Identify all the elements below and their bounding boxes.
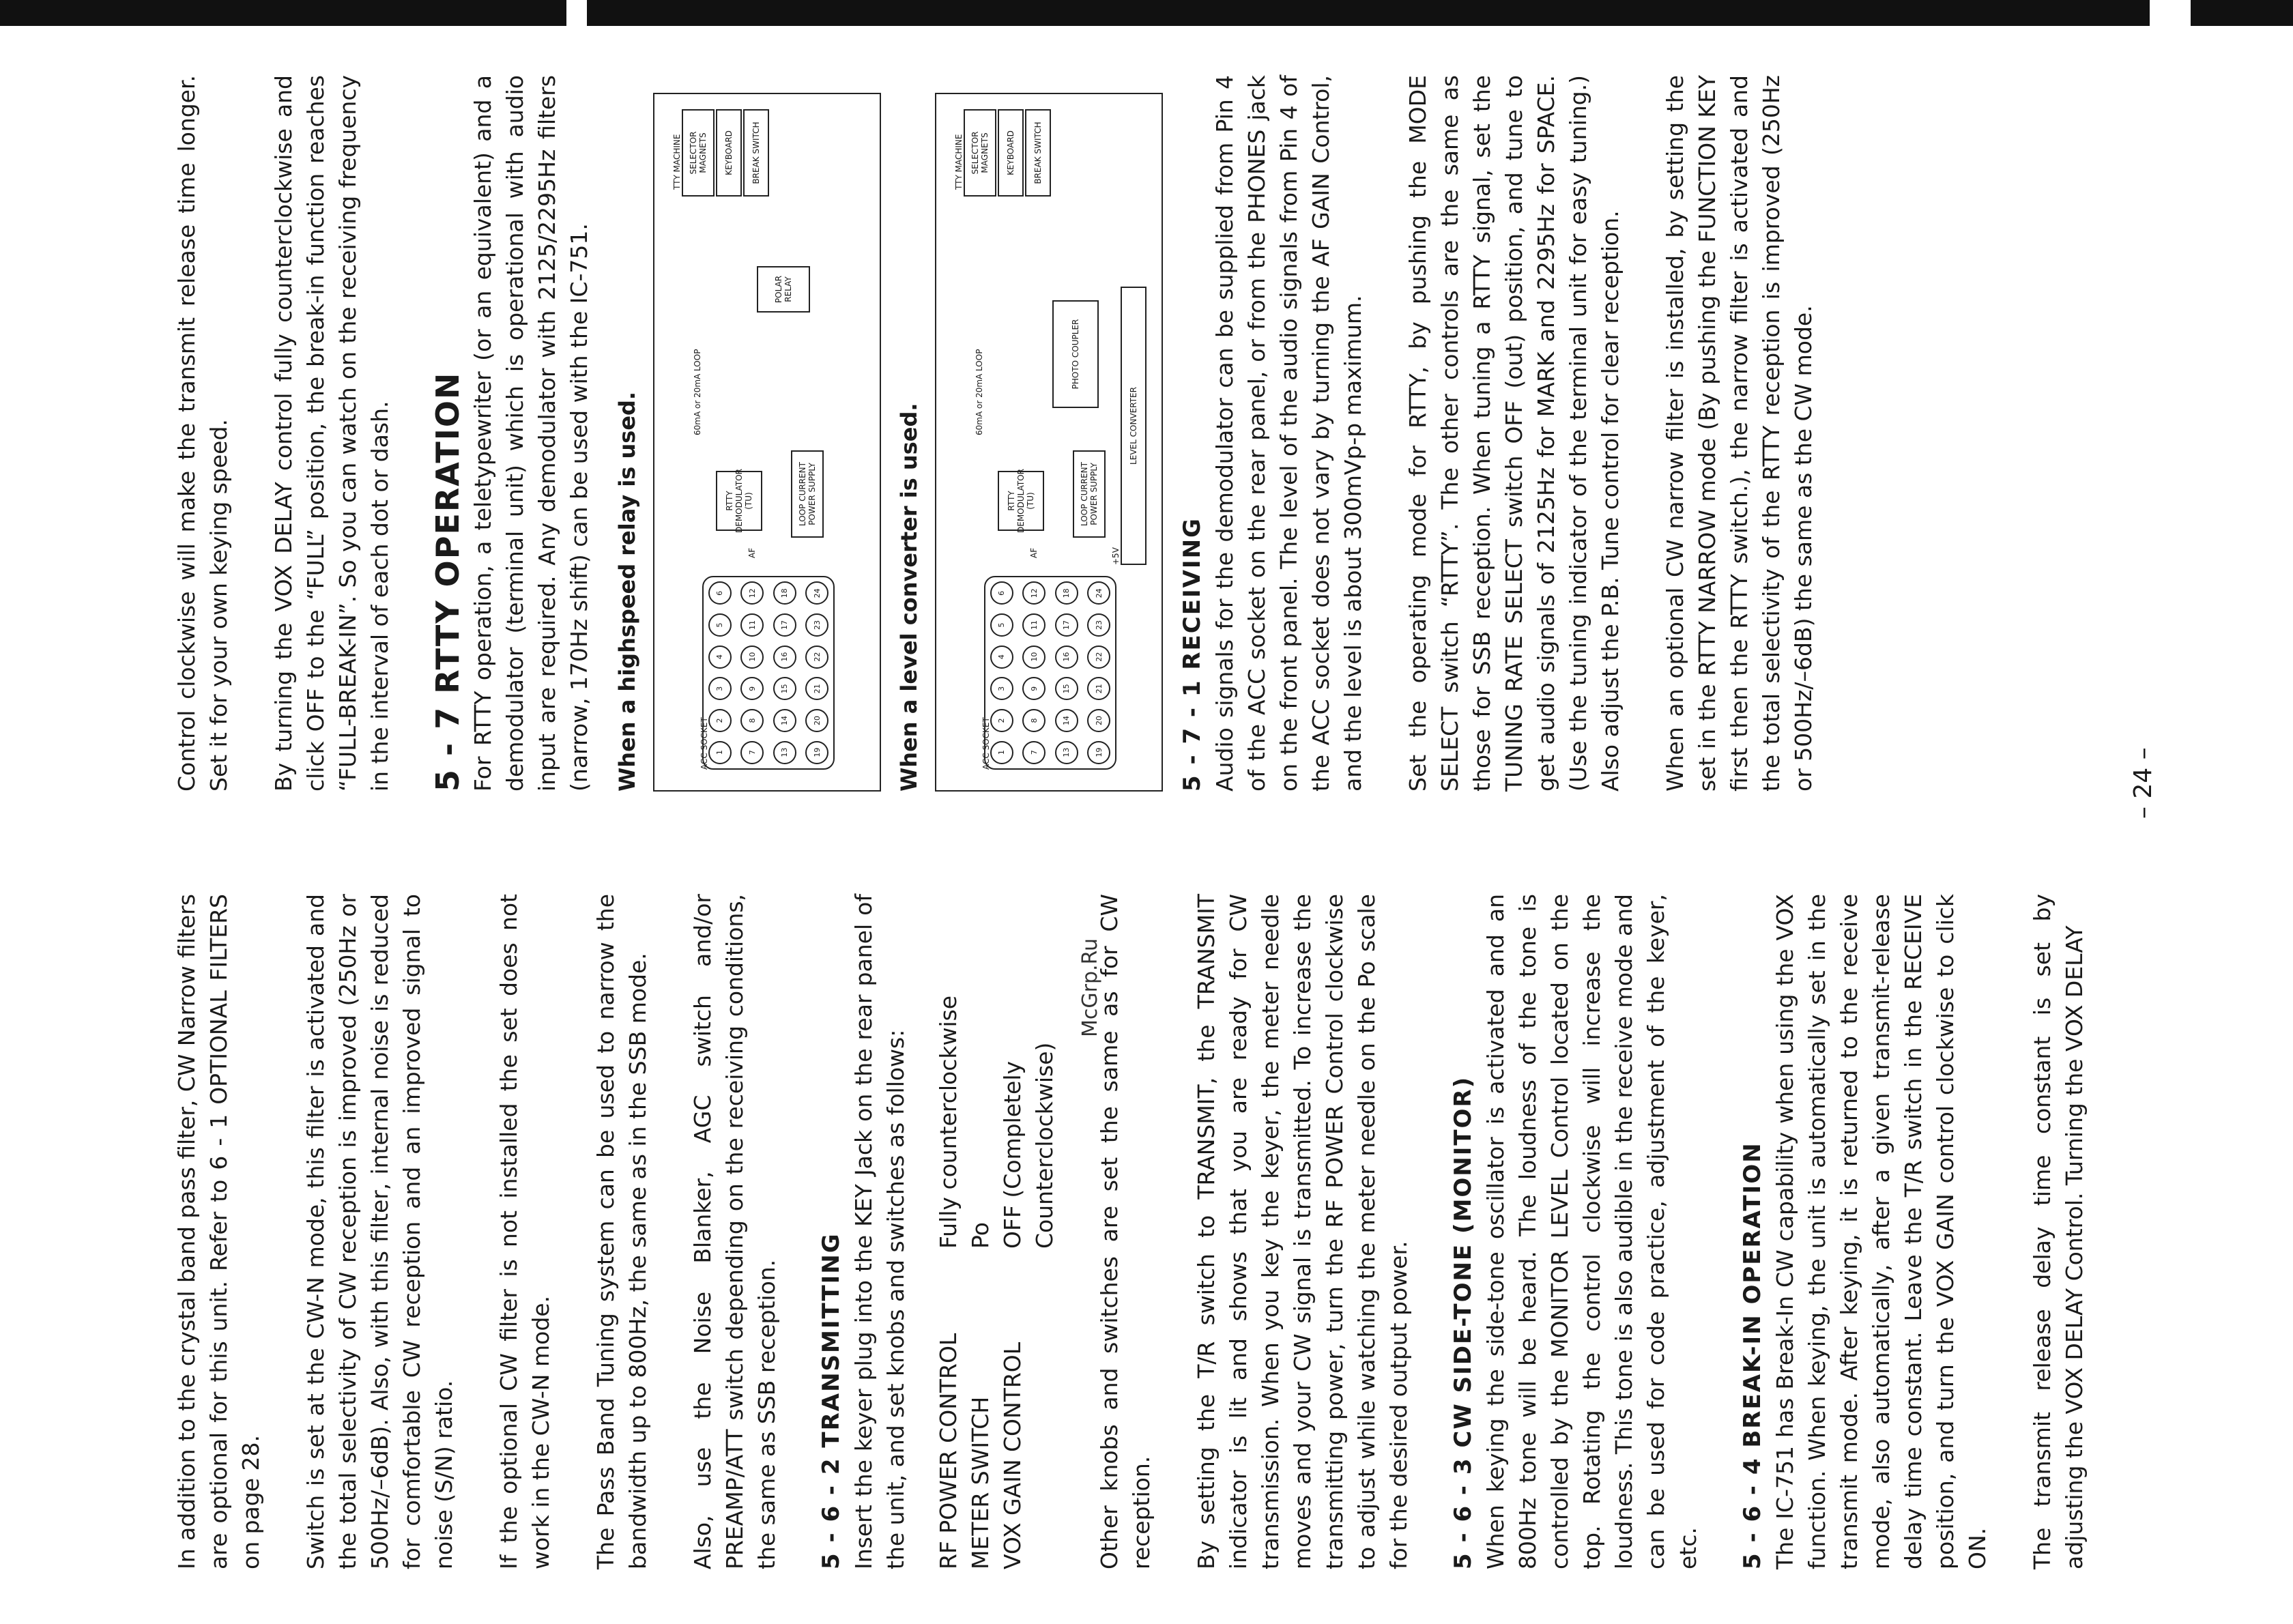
diagram-highspeed-relay [653,93,881,792]
setting-name-rf-power: RF POWER CONTROL [935,1333,962,1569]
narrow-filter-paragraph: When an optional CW narrow filter is installed, by setting the set in the RTTY NARROW mode (By pushing the FUNCTION KEY first then the RTTY switch.), the narrow filter is activated and the total selectivity of the RTTY reception is improved (250Hz or 500Hz/–6dB) the same as the CW mode. [1662,75,1817,792]
section-5-6-4-heading: 5 - 6 - 4 BREAK-IN OPERATION [1739,1142,1766,1569]
pin: 15 [773,677,796,700]
pin: 5 [708,613,732,637]
pin: 17 [1055,613,1078,637]
loop-label: 60mA or 20mA LOOP [693,349,702,435]
full-break-in-paragraph: By turning the VOX DELAY control fully counterclockwise and click OFF to the “FULL” position, the break-in function reaches “FULL-BREAK-IN”. So you can watch on the receiving frequency in the interval of each dot or dash. [270,75,393,792]
af-label: AF [1029,547,1039,558]
pin: 18 [773,581,796,605]
pin: 3 [708,677,732,700]
pin: 7 [1022,741,1045,764]
polar-relay-box: POLAR RELAY [757,266,810,313]
pin: 4 [990,646,1013,669]
vox-delay-continued: Control clockwise will make the transmit release time longer. Set it for your own keying speed. [173,75,232,792]
keyboard-box: KEYBOARD [998,109,1024,197]
acc-socket-pins [984,576,1116,770]
pin: 20 [1087,709,1110,732]
pin: 12 [1022,581,1045,605]
pin: 24 [1087,581,1110,605]
pin: 8 [1022,709,1045,732]
plus5v-label: +5V [1111,547,1121,565]
pin: 21 [805,677,828,700]
noise-blanker-paragraph: Also, use the Noise Blanker, AGC switch and/or PREAMP/ATT switch depending on the receiving conditions, the same as SSB reception. [689,894,780,1569]
pin: 7 [740,741,764,764]
right-column [171,75,1852,792]
demodulator-box: RTTY DEMODULATOR (TU) [716,471,762,531]
af-label: AF [747,547,757,558]
pin: 3 [990,677,1013,700]
sidetone-paragraph: When keying the side-tone oscillator is activated and an 800Hz tone will be heard. The loudness of the tone is controlled by the MONITOR LEVEL Control located on the top. Rotating the control clockwise will increase the loudness. This tone is also audible in the receive mode and can be used for code practice, adjustment of the keyer, etc. [1482,894,1701,1569]
pin: 11 [1022,613,1045,637]
pin: 2 [990,709,1013,732]
section-5-6-3-heading: 5 - 6 - 3 CW SIDE-TONE (MONITOR) [1450,1075,1477,1569]
pin: 9 [740,677,764,700]
pin: 14 [773,709,796,732]
pin: 18 [1055,581,1078,605]
watermark: McGrp.Ru [1078,938,1102,1037]
pin: 17 [773,613,796,637]
selector-magnets-box: SELECTOR MAGNETS [964,109,996,197]
other-knobs-paragraph: Other knobs and switches are set the same as for CW reception. [1096,894,1155,1569]
pin: 9 [1022,677,1045,700]
pin: 8 [740,709,764,732]
section-5-7-heading: 5 - 7 RTTY OPERATION [429,371,466,792]
pin: 19 [805,741,828,764]
tr-switch-paragraph: By setting the T/R switch to TRANSMIT, the TRANSMIT indicator is lit and shows that you are ready for CW transmission. When you key the keyer, the meter needle moves and your CW signal is transmitted. To increase the transmitting power, turn the RF POWER Control clockwise to adjust while watching the meter needle on the Po scale for the desired output power. [1193,894,1412,1569]
pbt-paragraph: The Pass Band Tuning system can be used to narrow the bandwidth up to 800Hz, the same as in the SSB mode. [592,894,651,1569]
pin: 13 [1055,741,1078,764]
pin: 22 [805,646,828,669]
setting-value-rf-power: Fully counterclockwise [935,995,962,1249]
pin: 10 [740,646,764,669]
setting-name-meter: METER SWITCH [967,1396,994,1569]
pin: 10 [1022,646,1045,669]
pin: 12 [740,581,764,605]
pin: 1 [990,741,1013,764]
selector-magnets-box: SELECTOR MAGNETS [682,109,715,197]
demodulator-box: RTTY DEMODULATOR (TU) [998,471,1044,531]
rtty-paragraph: For RTTY operation, a teletypewriter (or an equivalent) and a demodulator (terminal unit) which is operational with audio input are required. Any demodulator with 2125/2295Hz filters (narrow, 170Hz shift) can be used with the IC-751. [470,75,592,792]
pin: 22 [1087,646,1110,669]
transmitting-paragraph: Insert the keyer plug into the KEY Jack on the rear panel of the unit, and set knobs and switches as follows: [850,894,909,1569]
pin: 16 [773,646,796,669]
pin: 24 [805,581,828,605]
loop-supply-box: LOOP CURRENT POWER SUPPLY [1073,450,1106,538]
intro-paragraph: In addition to the crystal band pass filter, CW Narrow filters are optional for this unit. Refer to 6 - 1 OPTIONAL FILTERS on page 28. [173,894,264,1569]
pin: 19 [1087,741,1110,764]
keyboard-box: KEYBOARD [716,109,742,197]
pin: 11 [740,613,764,637]
pin: 2 [708,709,732,732]
loop-label: 60mA or 20mA LOOP [975,349,984,435]
setting-value-meter: Po [967,1222,994,1249]
photo-coupler-box: PHOTO COUPLER [1052,300,1099,408]
tty-machine-label: TTY MACHINE [672,134,682,190]
pin: 6 [990,581,1013,605]
settings-table [932,894,1061,1569]
diagram-level-converter [935,93,1163,792]
pin: 5 [990,613,1013,637]
caption-level-converter: When a level converter is used. [896,403,922,792]
setting-value-vox-gain: OFF (Completely Counterclockwise) [999,1042,1058,1249]
left-column [171,894,2123,1569]
acc-socket-label: ACC SOCKET [981,717,991,770]
pin: 13 [773,741,796,764]
break-switch-box: BREAK SWITCH [1025,109,1051,197]
receiving-paragraph: Audio signals for the demodulator can be supplied from Pin 4 of the ACC socket on the rear panel, or from the PHONES jack on the front panel. The level of the audio signals from Pin 4 of the ACC socket does not vary by turning the AF GAIN Control, and the level is about 300mVp-p maximum. [1211,75,1366,792]
pin: 4 [708,646,732,669]
pin: 1 [708,741,732,764]
pin: 23 [805,613,828,637]
loop-supply-box: LOOP CURRENT POWER SUPPLY [791,450,824,538]
acc-socket-pins [702,576,835,770]
level-converter-box: LEVEL CONVERTER [1121,287,1146,565]
cwn-paragraph: Switch is set at the CW-N mode, this filter is activated and the total selectivity of CW reception is improved (250Hz or 500Hz/–6dB). Also, with this filter, internal noise is reduced for comfortable CW reception and an improved signal to noise (S/N) ratio. [302,894,457,1569]
tty-machine-label: TTY MACHINE [954,134,964,190]
pin: 16 [1055,646,1078,669]
pin: 23 [1087,613,1110,637]
section-5-6-2-heading: 5 - 6 - 2 TRANSMITTING [818,1232,845,1569]
section-5-7-1-heading: 5 - 7 - 1 RECEIVING [1179,517,1206,792]
pin: 21 [1087,677,1110,700]
vox-delay-paragraph: The transmit release delay time constant is set by adjusting the VOX DELAY Control. Turning the VOX DELAY [2029,894,2088,1569]
pin: 20 [805,709,828,732]
acc-socket-label: ACC SOCKET [700,717,709,770]
setting-name-vox-gain: VOX GAIN CONTROL [999,1342,1026,1569]
break-switch-box: BREAK SWITCH [743,109,769,197]
cw-filter-note: If the optional CW filter is not installed the set does not work in the CW-N mode. [495,894,554,1569]
pin: 6 [708,581,732,605]
pin: 15 [1055,677,1078,700]
pin: 14 [1055,709,1078,732]
page-number: – 24 – [2129,747,2157,819]
caption-highspeed-relay: When a highspeed relay is used. [614,391,640,792]
break-in-paragraph: The IC-751 has Break-In CW capability when using the VOX function. When keying, the unit is automatically set in the transmit mode. After keying, it is returned to the receive mode, also automatically, after a given transmit-release delay time constant. Leave the T/R switch in the RECEIVE position, and turn the VOX GAIN control clockwise to click ON. [1772,894,1991,1569]
mode-select-paragraph: Set the operating mode for RTTY, by pushing the MODE SELECT switch “RTTY”. The other controls are the same as those for SSB reception. When tuning a RTTY signal, set the TUNING RATE SELECT switch OFF (out) position, and tune to get audio signals of 2125Hz for MARK and 2295Hz for SPACE. (Use the tuning indicator of the terminal unit for easy tuning.) Also adjust the P.B. Tune control for clear reception. [1404,75,1624,792]
